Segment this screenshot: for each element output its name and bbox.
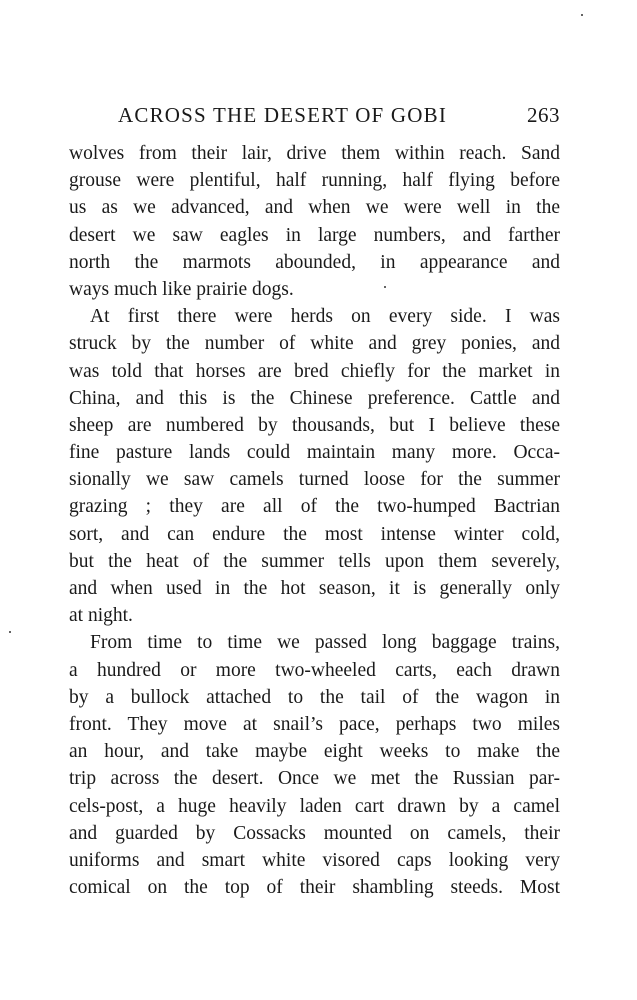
text-line: struck by the number of white and grey ponies, and	[69, 333, 560, 355]
text-line: front. They move at snail’s pace, perhaps two miles	[69, 713, 560, 735]
text-line: a hundred or more two-wheeled carts, each drawn	[69, 659, 560, 681]
text-line: trip across the desert. Once we met the Russian par-	[69, 768, 560, 790]
text-line: and when used in the hot season, it is generally only	[69, 578, 560, 599]
text-line: by a bullock attached to the tail of the wagon in	[69, 686, 560, 708]
text-line: comical on the top of their shambling steeds. Most	[69, 877, 560, 899]
text-line: cels-post, a huge heavily laden cart drawn by a camel	[69, 795, 560, 817]
text-line: sionally we saw camels turned loose for the summer	[69, 469, 560, 491]
text-line: China, and this is the Chinese preference. Cattle and	[69, 387, 560, 409]
text-line: at night.	[69, 605, 133, 627]
text-line: grouse were plentiful, half running, half flying before	[69, 170, 560, 192]
print-speck	[581, 14, 583, 16]
print-speck	[9, 631, 11, 633]
text-line: ways much like prairie dogs.	[69, 278, 294, 300]
text-line: but the heat of the summer tells upon them severely,	[69, 550, 560, 572]
text-line: At first there were herds on every side. I was	[90, 306, 560, 328]
text-line: From time to time we passed long baggage trains,	[90, 632, 560, 654]
page-number: 263	[527, 103, 560, 127]
body-text	[69, 140, 560, 901]
text-line: sheep are numbered by thousands, but I believe these	[69, 414, 560, 436]
text-line: and guarded by Cossacks mounted on camels, their	[69, 822, 560, 844]
text-line: fine pasture lands could maintain many more. Occa-	[69, 442, 560, 464]
text-line: an hour, and take maybe eight weeks to make the	[69, 741, 560, 763]
paragraph	[69, 303, 560, 629]
paragraph	[69, 140, 560, 303]
running-head: ACROSS THE DESERT OF GOBI	[118, 103, 448, 127]
paragraph	[69, 629, 560, 901]
text-line: uniforms and smart white visored caps looking very	[69, 849, 560, 871]
text-line: desert we saw eagles in large numbers, and farther	[69, 224, 560, 246]
text-line: grazing ; they are all of the two-humped Bactrian	[69, 496, 560, 518]
page-header	[118, 100, 560, 130]
text-line: north the marmots abounded, in appearance and	[69, 251, 560, 273]
text-line: wolves from their lair, drive them within reach. Sand	[69, 143, 560, 164]
text-line: sort, and can endure the most intense winter cold,	[69, 523, 560, 545]
text-line: us as we advanced, and when we were well in the	[69, 197, 560, 219]
text-line: was told that horses are bred chiefly for the market in	[69, 360, 560, 382]
